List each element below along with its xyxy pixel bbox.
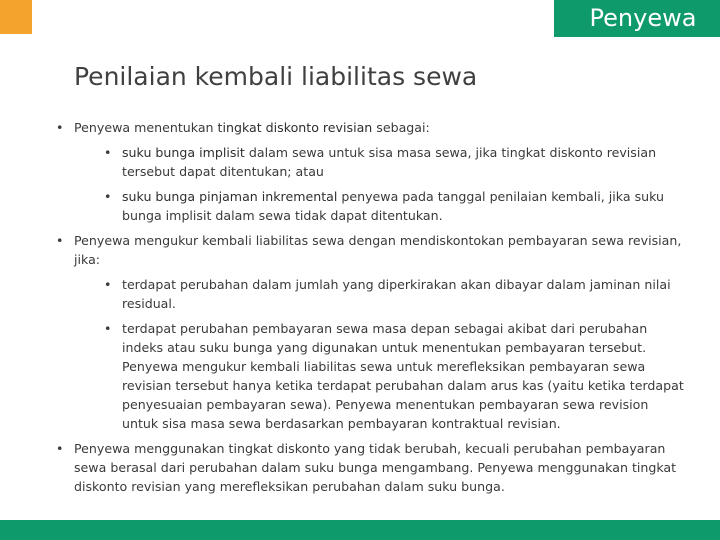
sub-bullet-text: terdapat perubahan dalam jumlah yang diperkirakan akan dibayar dalam jaminan nilai residual. [122, 277, 671, 311]
sub-bullet-index-change [74, 319, 684, 433]
orange-accent-block [0, 0, 32, 34]
slide-title: Penilaian kembali liabilitas sewa [74, 62, 478, 91]
bullet-emphasis: tingkat diskonto revisian [217, 120, 373, 135]
section-tag: Penyewa [552, 0, 720, 37]
sub-bullet-emphasis: suku bunga implisit [122, 145, 245, 160]
sub-bullet-implicit-rate [74, 143, 684, 181]
sub-bullet-text: dalam sewa untuk sisa masa sewa, jika tingkat diskonto revisian tersebut dapat ditentukan; atau [122, 145, 657, 179]
sub-bullet-residual-guarantee [74, 275, 684, 313]
bullet-text: Penyewa mengukur kembali liabilitas sewa dengan mendiskontokan pembayaran sewa revisian, jika: [74, 233, 682, 267]
footer-bar [0, 520, 720, 540]
bullet-text: Penyewa menggunakan tingkat diskonto yang tidak berubah, kecuali perubahan pembayaran sewa berasal dari perubahan dalam suku bunga mengambang. Penyewa menggunakan tingkat diskonto revisian yang merefleksikan perubahan dalam suku bunga. [74, 441, 677, 494]
slide-content [54, 118, 684, 502]
bullet-unchanged-rate [54, 439, 684, 496]
sub-bullet-emphasis: suku bunga pinjaman inkremental [122, 189, 338, 204]
bullet-text-post: sebagai: [372, 120, 430, 135]
sub-bullet-text: terdapat perubahan pembayaran sewa masa depan sebagai akibat dari perubahan indeks atau suku bunga yang digunakan untuk menentukan pembayaran tersebut. Penyewa mengukur kembali liabilitas sewa untuk merefleksikan pembayaran sewa revisian tersebut hanya ketika terdapat perubahan dalam arus kas (yaitu ketika terdapat penyesuaian pembayaran sewa). Penyewa menentukan pembayaran sewa revision untuk sisa masa sewa berdasarkan pembayaran kontraktual revisian. [122, 321, 684, 431]
sub-bullet-incremental-rate [74, 187, 684, 225]
bullet-discount-rate [54, 118, 684, 225]
sub-bullet-text: penyewa pada tanggal penilaian kembali, jika suku bunga implisit dalam sewa tidak dapat ditentukan. [122, 189, 664, 223]
bullet-text-pre: Penyewa menentukan [74, 120, 218, 135]
bullet-remeasurement [54, 231, 684, 433]
